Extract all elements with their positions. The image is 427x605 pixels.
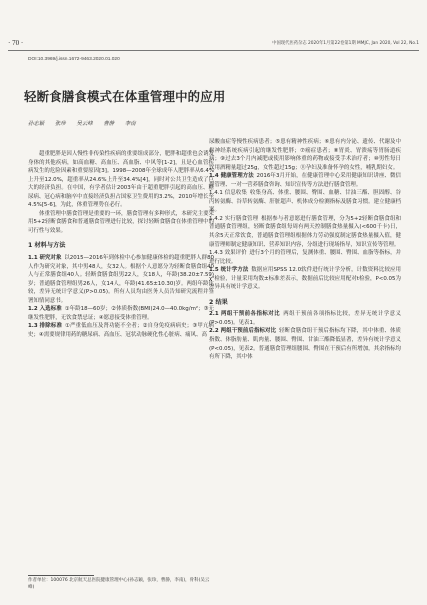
left-column	[28, 150, 214, 339]
page-header	[8, 39, 419, 51]
author-name: 吴云峰	[76, 121, 93, 127]
intro-paragraph: 超重肥胖是因人慢性非传染性疾病的重要组成部分，肥胖和超重也会诱发身体的其他疾病，如高血糖、高血压、高血脂、中风等[1-2]，且是心血管疾病发生的危险因素和重要原因[3]。1998—2008年全球成年人肥胖率从6.4%上升至12.0%，超重率从24.6%上升至34.4%[4]，同时对公共卫生造成了巨大的经济负担。在中国，有学者估计2003年由于超重肥胖引起的高血压、糖尿病、冠心病和脑卒中直接经济负担占国家卫生费用的3.2%，2010年增长至4.5%[5-6]，为此，体重管理势在必行。	[28, 151, 214, 209]
subsection-heading: 1.4.2 实行膳食管理	[209, 215, 259, 222]
author-name: 孙志颖	[28, 121, 45, 127]
subsection-heading: 1.5 统计学方法	[209, 267, 249, 274]
subsection-text: 根据参与者意愿进行膳食管理，分为5+2轻断食膳食组和普通膳食管理组，轻断食膳食组每周有两天控制膳食热量摄入(<600千卡)日，其余5天正常饮食，普通膳食管理组根据体力劳动强度制定膳食热量摄入值，健康管理师制定健康知识、营养知识内容，分组进行现场指导，知识宣传等管理。	[209, 215, 401, 248]
author-name: 李南	[124, 121, 136, 127]
exclusion-continuation: 尿酸血症等慢性疾病患者；⑤患有精神性疾病；⑥患有内分泌、遗传、代谢及中枢神经系统疾病引起的继发性肥胖；⑦癌症患者；⑧胃炎、胃溃疡等胃肠道疾病；⑨过去3个月内减肥或使用影响体重的药物或接受手术治疗者；⑩男性每日饮用酒精量超过25g，女性超过15g；⑪孕妇及准备怀孕的女性，哺乳期妇女。	[209, 139, 401, 171]
author-name: 张珍	[54, 121, 66, 127]
subsection-1-5	[209, 266, 401, 292]
footnote-rule	[28, 575, 94, 576]
subsection-2-2	[209, 327, 401, 361]
section-heading-results: 2 结果	[209, 298, 228, 306]
subsection-1-2	[28, 305, 214, 322]
author-name: 曹静	[103, 121, 115, 127]
subsection-1-3	[28, 322, 214, 339]
subsection-heading: 1.2 入选标准	[28, 306, 62, 313]
subsection-text: 两组干预前各项指标比较，差异无统计学意义(P>0.05)。见表1。	[209, 311, 401, 326]
subsection-1-4-1	[209, 189, 401, 215]
section-heading-methods: 1 材料与方法	[28, 242, 66, 250]
author-list	[28, 119, 145, 127]
right-column	[209, 138, 401, 362]
subsection-1-1	[28, 254, 214, 305]
journal-running-head: 中国现代医药杂志 2020年1月第22卷第1期 MMJC, Jan 2020, Vol 22, No.1	[272, 41, 419, 46]
subsection-1-4	[209, 172, 401, 189]
subsection-text: 收集身高、体重、腰围、臀围、血糖、甘油三酯、胆固醇、谷丙转氨酶、谷草转氨酶、肝脏超声、机体成分检测指标及膳食习惯。建立健康档案。	[209, 190, 401, 214]
subsection-text: ①年龄18—60岁；②体质指数(BMI)24.0—40.0kg/m²；③无继发性肥胖，无饮食禁忌证；④愿意接受体重管理。	[28, 306, 214, 321]
subsection-heading: 1.4.3 效果评价	[209, 250, 247, 257]
subsection-heading: 2.2 两组干预前后指标对比	[209, 328, 277, 335]
subsection-text: 2016年3月开始，在健康管理中心采用健康知识讲座、微信群管理、一对一营养膳食咨询、知识宣传等方法进行膳食管理。	[209, 173, 401, 188]
subsection-1-4-3	[209, 249, 401, 266]
subsection-heading: 1.4.1 信息收集	[209, 190, 248, 197]
intro-paragraph: 体重管理中膳食管理是重要的一环，膳食管理有多种形式，本研究主要采用5+2轻断食膳食和普通膳食管理进行比较，探讨轻断食膳食在体重管理中的可行性与效果。	[28, 210, 214, 234]
article-title: 轻断食膳食模式在体重管理中的应用	[24, 89, 226, 104]
subsection-heading: 1.1 研究对象	[28, 255, 62, 262]
subsection-2-1	[209, 310, 401, 327]
page-number: · 70 ·	[8, 39, 24, 47]
subsection-heading: 2.1 两组干预前各指标对比	[209, 311, 281, 318]
subsection-text: 数据应用SPSS 12.0软件进行统计学分析，计数资料比较应用χ²检验，计量采用均数±标准差表示，数据前后比较应用配对t检验，P<0.05为差异具有统计学意义。	[209, 267, 401, 291]
subsection-1-4-2	[209, 215, 401, 249]
subsection-text: 轻断食膳食组干预后指标均下降，其中体重、体质指数、体脂肪量、肌肉量、腰围、臀围、甘油三酯降低显著，差异有统计学意义(P<0.05)，见表2。普通膳食管理组腰围、臀围在干预后有所增加，其余指标均有所下降，其中体	[209, 328, 401, 361]
subsection-text: ①严重低血压及肾功能不全者；②自身免疫病病史；③甲亢病史；④需要规律用药的糖尿病、高血压、冠状动脉硬化性心脏病、痛风、高	[28, 323, 214, 338]
subsection-heading: 1.3 排除标准	[28, 323, 63, 330]
author-affiliation-footnote: 作者单位：100076 北京航天总医院健康管理中心(孙志颖，张珍，曹静，李南)，骨科(吴云峰)	[28, 578, 210, 590]
doi: DOI:10.3969/j.issn.1672-9463.2020.01.020	[28, 57, 120, 62]
subsection-text: 进行3个月的管理后，复测体重、腰围、臀围、血脂等指标，并进行比较。	[209, 250, 401, 265]
header-rule	[8, 50, 419, 51]
subsection-text: 以2015—2016年到体检中心参加健康体检的超重肥胖人群80人作为研究对象，其中男48人，女32人。根据个人意愿分为轻断食膳食组40人与正常膳食组40人。轻断食膳食组男22人，女18人，年龄(38.20±7.59)岁；普通膳食管理组男26人，女14人，年龄(41.65±10.30)岁。两组年龄比较，差异无统计学意义(P>0.05)。所有人员均由医务人员告知研究流程并签署知情同意书。	[28, 255, 214, 304]
subsection-heading: 1.4 健康管理方法	[209, 173, 254, 180]
